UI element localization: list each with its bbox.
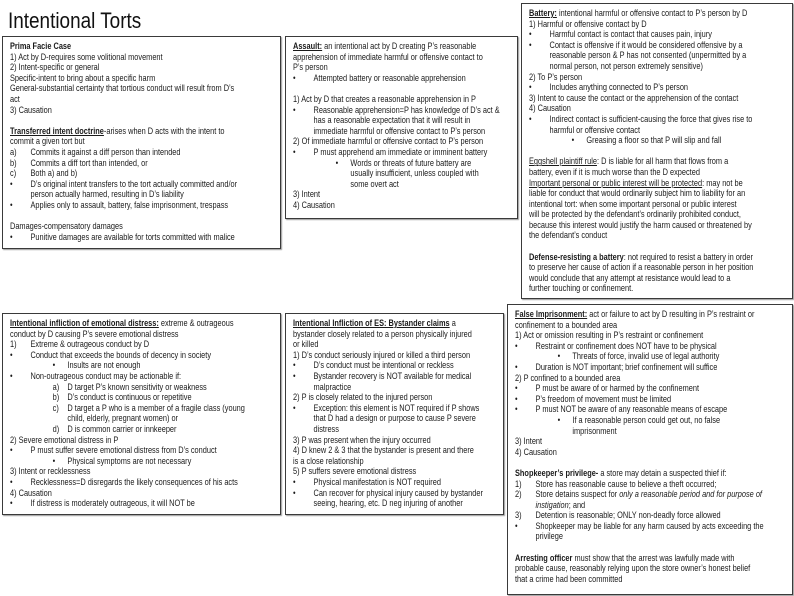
text-segment: 2) Of immediate harmful or offensive contact to P’s person (293, 136, 484, 147)
line-text (314, 424, 339, 435)
text-segment: Store detains suspect for (535, 489, 620, 500)
bullet-icon: • (10, 498, 13, 509)
line-text (529, 283, 633, 294)
text-segment: 3) Causation (10, 104, 52, 115)
text-segment: a store may detain a suspected thief if: (598, 467, 727, 478)
line-text (293, 456, 364, 467)
line-text (10, 105, 52, 116)
bullet-icon: • (293, 370, 296, 381)
bullet-icon: • (293, 487, 296, 498)
text-segment: Shopkeeper may be liable for any harm caused by acts exceeding the (535, 520, 764, 531)
line-text (529, 230, 607, 241)
bullet-icon: • (10, 370, 13, 381)
line-text (67, 456, 191, 467)
text-segment: 4) D knew 2 & 3 that the bystander is present and there (293, 445, 474, 456)
line-text (31, 189, 184, 200)
line-text (293, 189, 320, 200)
text-segment: that a crime had been committed (515, 573, 623, 584)
text-segment: conduct by D causing P’s severe emotional distress (10, 328, 179, 339)
text-segment: P must NOT be aware of any reasonable means of escape (535, 404, 728, 415)
line-text (529, 156, 728, 167)
list-marker: d) (52, 423, 60, 434)
bullet-icon: • (10, 476, 13, 487)
text-segment: will be protected by the defendant’s ordinarily prohibited conduct, (529, 209, 741, 220)
text-segment: battery, even if it is much worse than the D expected (529, 166, 700, 177)
line-text (314, 115, 471, 126)
bullet-icon: • (293, 104, 296, 115)
text-segment: seeing, hearing, etc. D neg injuring of another (313, 498, 463, 509)
bullet-icon: • (529, 29, 532, 40)
bullet-icon: • (293, 476, 296, 487)
bullet-icon: • (557, 351, 561, 362)
line-text (293, 94, 476, 105)
list-marker: 3) (515, 510, 522, 521)
line-text (293, 136, 483, 147)
text-segment: that D had a design or purpose to cause P severe (313, 413, 476, 424)
text-segment: Indirect contact is sufficient-causing the force that gives rise to (549, 113, 753, 124)
line-text (293, 41, 476, 52)
text-segment: If distress is moderately outrageous, it will NOT be (30, 498, 195, 509)
line-text (31, 200, 229, 211)
iied-box (2, 313, 281, 515)
text-segment: -arises when D acts with the intent to (103, 125, 225, 136)
line-text (572, 426, 616, 437)
text-segment: D’s conduct must be intentional or reckless (313, 360, 454, 371)
text-segment: Both a) and b) (30, 168, 78, 179)
line-text (293, 329, 472, 340)
bullet-icon: • (515, 340, 518, 351)
text-segment: Detention is reasonable; ONLY non-deadly force allowed (535, 510, 721, 521)
text-segment: Punitive damages are available for torts committed with malice (30, 231, 235, 242)
text-segment: D’s conduct is continuous or repetitive (67, 392, 192, 403)
line-text (293, 318, 456, 329)
text-segment: person actually harmed, resulting in D’s liability (30, 189, 184, 200)
line-text (314, 477, 441, 488)
emphasized-text: instigation (535, 499, 569, 510)
line-text (536, 362, 718, 373)
line-text (350, 179, 398, 190)
line-text (314, 403, 480, 414)
line-text (10, 126, 225, 137)
line-text (572, 415, 720, 426)
line-text (550, 50, 747, 61)
text-segment: commit a given tort but (10, 136, 85, 147)
line-text (529, 262, 753, 273)
line-text (67, 360, 140, 371)
text-segment: 4) Causation (515, 446, 557, 457)
line-text (31, 350, 212, 361)
line-text (293, 52, 483, 63)
text-segment: 4) Causation (10, 487, 52, 498)
line-text (536, 531, 563, 542)
emphasized-text: Prima Facie Case (10, 41, 72, 51)
text-segment: because this interest would justify the harm caused or threatened by (529, 219, 752, 230)
line-text (293, 350, 470, 361)
emphasized-text: Assault: (293, 41, 323, 51)
line-text (536, 500, 586, 511)
bullet-icon: • (10, 199, 13, 210)
line-text (314, 382, 352, 393)
bullet-icon: • (515, 393, 518, 404)
text-segment: P’s person (293, 62, 328, 73)
line-text (550, 29, 712, 40)
line-text (31, 158, 148, 169)
list-marker: b) (52, 392, 60, 403)
line-text (550, 114, 753, 125)
line-text (529, 72, 582, 83)
text-segment: 3) Intent (515, 436, 543, 447)
text-segment: an intentional act by D creating P’s reasonable (322, 41, 477, 51)
line-text (293, 62, 328, 73)
text-segment: 1) D’s conduct seriously injured or killed a third person (293, 349, 471, 360)
line-text (515, 468, 727, 479)
bullet-icon: • (515, 520, 518, 531)
line-text (31, 147, 181, 158)
false-imprisonment-box (507, 304, 793, 595)
text-segment: 5) P suffers severe emotional distress (293, 466, 417, 477)
text-segment: has a reasonable expectation that it will result in (313, 115, 471, 126)
text-segment: privilege (535, 531, 563, 542)
text-segment: Applies only to assault, battery, false imprisonment, trespass (30, 199, 229, 210)
line-text (536, 479, 717, 490)
text-segment: D is common carrier or innkeeper (67, 423, 177, 434)
line-text (529, 93, 738, 104)
list-marker: a) (10, 146, 17, 157)
line-text (529, 103, 571, 114)
text-segment: must show that the arrest was lawfully made with (572, 552, 735, 563)
list-marker: 2) (515, 489, 522, 500)
text-segment: 3) Intent or recklessness (10, 466, 91, 477)
text-segment: Conduct that exceeds the bounds of decency in society (30, 349, 212, 360)
text-segment: imprisonment (572, 425, 617, 436)
text-segment: some overt act (350, 178, 399, 189)
text-segment: act or failure to act by D resulting in P’s restraint or (587, 309, 755, 319)
line-text (529, 273, 730, 284)
line-text (515, 553, 734, 564)
text-segment: Greasing a floor so that P will slip and fall (586, 135, 722, 146)
bullet-icon: • (529, 82, 532, 93)
text-segment: 3) P was present when the injury occurred (293, 434, 431, 445)
emphasized-text: Shopkeeper’s privilege- (515, 467, 599, 478)
text-segment: would conclude that any attempt at resistance would lead to a (529, 272, 731, 283)
emphasized-text: Intentional Infliction of ES: Bystander claims (293, 318, 450, 328)
line-text (10, 52, 163, 63)
text-segment: Bystander recovery is NOT available for medical (313, 370, 472, 381)
line-text (314, 413, 476, 424)
line-text (314, 126, 486, 137)
line-text (550, 40, 743, 51)
text-segment: P must apprehend am immediate or imminent battery (313, 146, 488, 157)
text-segment: normal person, not person extremely sensitive) (549, 60, 703, 71)
bullet-icon: • (10, 349, 13, 360)
line-text (529, 199, 737, 210)
line-text (293, 392, 432, 403)
line-text (536, 383, 700, 394)
line-text (31, 477, 238, 488)
text-segment: Recklessness=D disregards the likely consequences of his acts (30, 476, 238, 487)
text-segment: : D is liable for all harm that flows from a (596, 156, 729, 167)
line-text (67, 403, 244, 414)
emphasized-text: Battery: (529, 8, 557, 18)
text-segment: Extreme & outrageous conduct by D (30, 339, 150, 350)
text-segment: malpractice (313, 381, 352, 392)
emphasized-text: Arresting officer (515, 552, 573, 563)
bullet-icon: • (52, 360, 56, 371)
line-text (31, 371, 182, 382)
text-segment: Can recover for physical injury caused by bystander (313, 487, 483, 498)
line-text (314, 498, 463, 509)
line-text (10, 94, 20, 105)
text-segment: reasonable person & P has not consented (unpermitted by a (549, 50, 747, 61)
bullet-icon: • (335, 157, 339, 168)
line-text (31, 232, 235, 243)
line-text (314, 73, 466, 84)
bullet-icon: • (293, 72, 296, 83)
list-marker: c) (52, 402, 59, 413)
line-text (536, 404, 728, 415)
text-segment: the defendant’s conduct (529, 230, 608, 241)
line-text (10, 466, 90, 477)
line-text (529, 188, 745, 199)
line-text (586, 135, 721, 146)
list-marker: b) (10, 157, 17, 168)
line-text (536, 510, 721, 521)
emphasized-text: only a reasonable period and for purpose of (619, 489, 762, 500)
text-segment: extreme & outrageous (158, 318, 234, 328)
text-segment: usually insufficient, unless coupled with (350, 168, 479, 179)
list-marker: 1) (515, 478, 522, 489)
list-marker: c) (10, 168, 17, 179)
line-text (314, 488, 483, 499)
text-segment: 1) Act by D-requires some volitional movement (10, 51, 163, 62)
line-text (550, 82, 689, 93)
line-text (293, 200, 335, 211)
line-text (350, 168, 478, 179)
line-text (10, 318, 234, 329)
emphasized-text: Transferred intent doctrine (10, 125, 104, 136)
bullet-icon: • (293, 360, 296, 371)
text-segment: immediate harmful or offensive contact to P’s person (313, 125, 486, 136)
line-text (550, 61, 703, 72)
text-segment: liable for conduct that would ordinarily subject him to liability for an (529, 188, 746, 199)
line-text (529, 209, 741, 220)
line-text (67, 382, 206, 393)
text-segment: If a reasonable person could get out, no false (572, 414, 721, 425)
text-segment: Commits it against a diff person than intended (30, 146, 181, 157)
text-segment: apprehension of immediate harmful or offensive contact to (293, 51, 483, 62)
bullet-icon: • (10, 178, 13, 189)
text-segment: D target P’s known sensitivity or weakness (67, 381, 207, 392)
bullet-icon: • (515, 404, 518, 415)
text-segment: Specific-intent to bring about a specific harm (10, 72, 156, 83)
text-segment: D target a P who is a member of a fragile class (young (67, 402, 245, 413)
bullet-icon: • (293, 146, 296, 157)
text-segment: 2) Severe emotional distress in P (10, 434, 119, 445)
text-segment: 2) P is closely related to the injured person (293, 392, 433, 403)
line-text (529, 178, 743, 189)
line-text (515, 436, 542, 447)
line-text (10, 329, 178, 340)
text-segment: 2) Intent-specific or general (10, 62, 100, 73)
text-segment: Threats of force, invalid use of legal authority (572, 351, 720, 362)
line-text (293, 445, 474, 456)
bullet-icon: • (571, 135, 575, 146)
line-text (293, 466, 416, 477)
line-text (536, 489, 762, 500)
line-text (10, 488, 52, 499)
line-text (529, 220, 752, 231)
text-segment: P must be aware of or harmed by the confinement (535, 383, 700, 394)
assault-box (285, 36, 518, 219)
text-segment: probable cause, reasonably relying upon the store owner’s honest belief (515, 563, 751, 574)
text-segment: : not required to resist a battery in order (623, 251, 753, 262)
text-segment: bystander closely related to a person physically injured (293, 328, 472, 339)
text-segment: Damages-compensatory damages (10, 221, 123, 232)
bullet-icon: • (52, 455, 56, 466)
line-text (550, 125, 641, 136)
text-segment: : may not be (702, 177, 743, 188)
text-segment: 1) Act or omission resulting in P’s restraint or confinement (515, 330, 704, 341)
line-text (529, 167, 700, 178)
line-text (536, 341, 717, 352)
line-text (31, 445, 217, 456)
line-text (350, 158, 471, 169)
line-text (10, 83, 234, 94)
line-text (515, 309, 754, 320)
line-text (10, 62, 99, 73)
bystander-claims-box (285, 313, 504, 515)
line-text (10, 136, 85, 147)
emphasized-text: Intentional infliction of emotional distress: (10, 318, 159, 328)
bullet-icon: • (10, 231, 13, 242)
line-text (67, 413, 178, 424)
line-text (31, 339, 150, 350)
text-segment: 3) Intent to cause the contact or the apprehension of the contact (529, 92, 739, 103)
line-text (515, 320, 617, 331)
text-segment: child, elderly, pregnant women) or (67, 413, 179, 424)
text-segment: ; and (568, 499, 586, 510)
text-segment: P’s freedom of movement must be limited (535, 393, 672, 404)
line-text (536, 394, 672, 405)
line-text (536, 521, 764, 532)
text-segment: Insults are not enough (67, 360, 141, 371)
line-text (515, 373, 620, 384)
text-segment: 1) Act by D that creates a reasonable apprehension in P (293, 93, 476, 104)
bullet-icon: • (557, 414, 561, 425)
line-text (515, 563, 750, 574)
bullet-icon: • (529, 39, 532, 50)
line-text (31, 179, 238, 190)
text-segment: Includes anything connected to P’s person (549, 82, 689, 93)
emphasized-text: Defense-resisting a battery (529, 251, 624, 262)
text-segment: act (10, 93, 20, 104)
line-text (314, 105, 500, 116)
line-text (314, 147, 488, 158)
emphasized-text: False Imprisonment: (515, 309, 588, 319)
line-text (10, 73, 155, 84)
text-segment: a (449, 318, 456, 328)
list-marker: a) (52, 381, 60, 392)
line-text (31, 498, 195, 509)
text-segment: to preserve her cause of action if a reasonable person in her position (529, 262, 754, 273)
line-text (10, 221, 123, 232)
text-segment: 3) Intent (293, 189, 321, 200)
text-segment: Physical manifestation is NOT required (313, 476, 441, 487)
bullet-icon: • (529, 113, 532, 124)
line-text (67, 424, 176, 435)
bullet-icon: • (515, 361, 518, 372)
page-title: Intentional Torts (8, 8, 142, 33)
line-text (293, 339, 318, 350)
prima-facie-case-box (2, 36, 281, 249)
line-text (515, 447, 557, 458)
text-segment: Physical symptoms are not necessary (67, 455, 192, 466)
list-marker: 1) (10, 339, 17, 350)
text-segment: 2) P confined to a bounded area (515, 372, 621, 383)
line-text (31, 168, 78, 179)
text-segment: 2) To P’s person (529, 71, 583, 82)
text-segment: Attempted battery or reasonable apprehension (313, 72, 466, 83)
line-text (293, 435, 431, 446)
text-segment: distress (313, 423, 339, 434)
text-segment: General-substantial certainty that tortious conduct will result from D’s (10, 83, 235, 94)
text-segment: 4) Causation (529, 103, 571, 114)
text-segment: is a close relationship (293, 455, 364, 466)
text-segment: confinement to a bounded area (515, 319, 618, 330)
line-text (529, 252, 753, 263)
text-segment: Store has reasonable cause to believe a theft occurred; (535, 478, 717, 489)
text-segment: further touching or confinement. (529, 283, 634, 294)
line-text (529, 8, 747, 19)
line-text (515, 574, 622, 585)
text-segment: 4) Causation (293, 199, 335, 210)
line-text (10, 41, 71, 52)
line-text (10, 435, 118, 446)
text-segment: harmful or offensive contact (549, 124, 641, 135)
line-text (529, 19, 647, 30)
emphasized-text: Important personal or public interest will be protected (529, 177, 703, 188)
text-segment: Duration is NOT important; brief confinement will suffice (535, 361, 718, 372)
bullet-icon: • (10, 445, 13, 456)
text-segment: Words or threats of future battery are (350, 157, 472, 168)
text-segment: 1) Harmful or offensive contact by D (529, 18, 647, 29)
emphasized-text: Eggshell plaintiff rule (529, 156, 597, 167)
text-segment: Reasonable apprehension=P has knowledge of D’s act & (313, 104, 500, 115)
text-segment: intentional harmful or offensive contact to P’s person by D (556, 8, 748, 18)
text-segment: Commits a diff tort than intended, or (30, 157, 148, 168)
text-segment: Contact is offensive if it would be considered offensive by a (549, 39, 743, 50)
bullet-icon: • (293, 402, 296, 413)
line-text (572, 351, 719, 362)
text-segment: Harmful contact is contact that causes pain, injury (549, 29, 712, 40)
text-segment: D’s original intent transfers to the tort actually committed and/or (30, 178, 238, 189)
text-segment: P must suffer severe emotional distress from D’s conduct (30, 445, 217, 456)
text-segment: Non-outrageous conduct may be actionable if: (30, 370, 182, 381)
line-text (314, 360, 454, 371)
text-segment: or killed (293, 339, 319, 350)
battery-box (521, 3, 793, 299)
text-segment: Restraint or confinement does NOT have to be physical (535, 340, 717, 351)
bullet-icon: • (515, 383, 518, 394)
line-text (67, 392, 191, 403)
text-segment: Exception: this element is NOT required if P shows (313, 402, 480, 413)
line-text (314, 371, 472, 382)
line-text (515, 330, 703, 341)
text-segment: intentional tort: when some important personal or public interest (529, 198, 737, 209)
